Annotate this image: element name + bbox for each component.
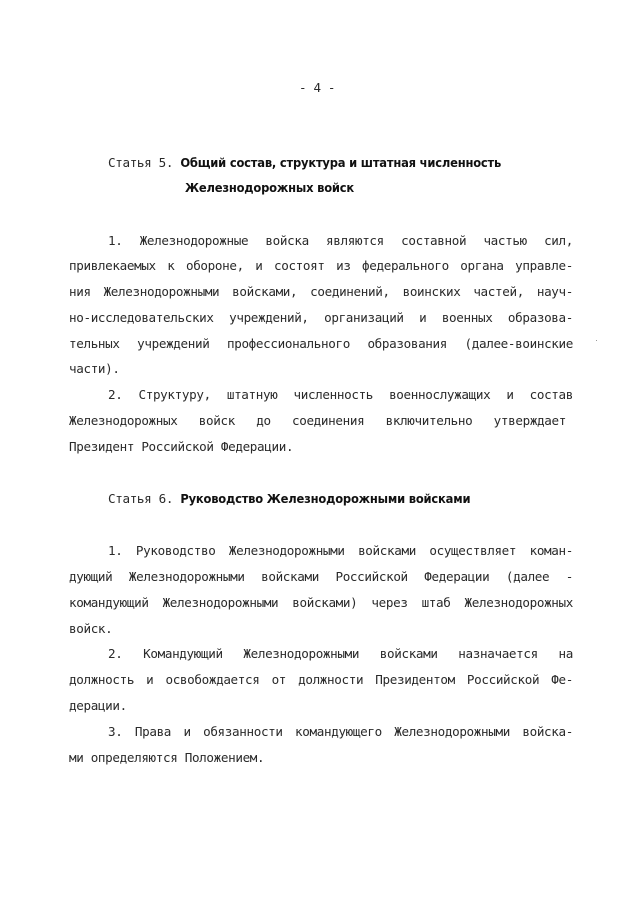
article-6-p1-line: войск. <box>69 621 113 636</box>
article-6-heading <box>108 491 470 508</box>
article-5-p1-line: ния Железнодорожными войсками, соединений, воинских частей, науч- <box>69 284 573 299</box>
article-5-p2-line: Президент Российской Федерации. <box>69 439 294 454</box>
article-5-p2-line: 2. Структуру, штатную численность военнослужащих и состав <box>108 387 573 402</box>
article-6-p1-line: командующий Железнодорожными войсками) через штаб Железнодорожных <box>69 595 573 610</box>
article-6-p2-line: дерации. <box>69 698 127 713</box>
article-5-p1-line: 1. Железнодорожные войска являются составной частью сил, <box>108 233 573 248</box>
article-5-prefix: Статья 5. <box>108 155 174 170</box>
article-6-p1-line: дующий Железнодорожными войсками Российской Федерации (далее - <box>69 569 573 584</box>
article-5-p2-line: Железнодорожных войск до соединения включительно утверждает <box>69 413 566 428</box>
article-5-title-line-2: Железнодорожных войск <box>185 181 355 196</box>
article-5-p1-line: привлекаемых к обороне, и состоят из федерального органа управле- <box>69 258 573 273</box>
article-6-p3-line: 3. Права и обязанности командующего Железнодорожными войска- <box>108 724 573 739</box>
article-6-title: Руководство Железнодорожными войсками <box>180 492 471 507</box>
scan-speck <box>596 340 597 341</box>
article-5-p1-line: но-исследовательских учреждений, организаций и военных образова- <box>69 310 573 325</box>
article-6-p2-line: должность и освобождается от должности Президентом Российской Фе- <box>69 672 573 687</box>
article-5-p1-line: части). <box>69 361 120 376</box>
article-5-heading <box>108 155 501 172</box>
article-6-p1-line: 1. Руководство Железнодорожными войсками осуществляет коман- <box>108 543 573 558</box>
article-5-title-line-1: Общий состав, структура и штатная численность <box>180 156 502 171</box>
article-6-prefix: Статья 6. <box>108 491 174 506</box>
article-5-p1-line: тельных учреждений профессионального образования (далее-воинские <box>69 336 573 351</box>
article-6-p3-line: ми определяются Положением. <box>69 750 265 765</box>
article-6-p2-line: 2. Командующий Железнодорожными войсками назначается на <box>108 646 573 661</box>
page-number: - 4 - <box>299 80 336 95</box>
